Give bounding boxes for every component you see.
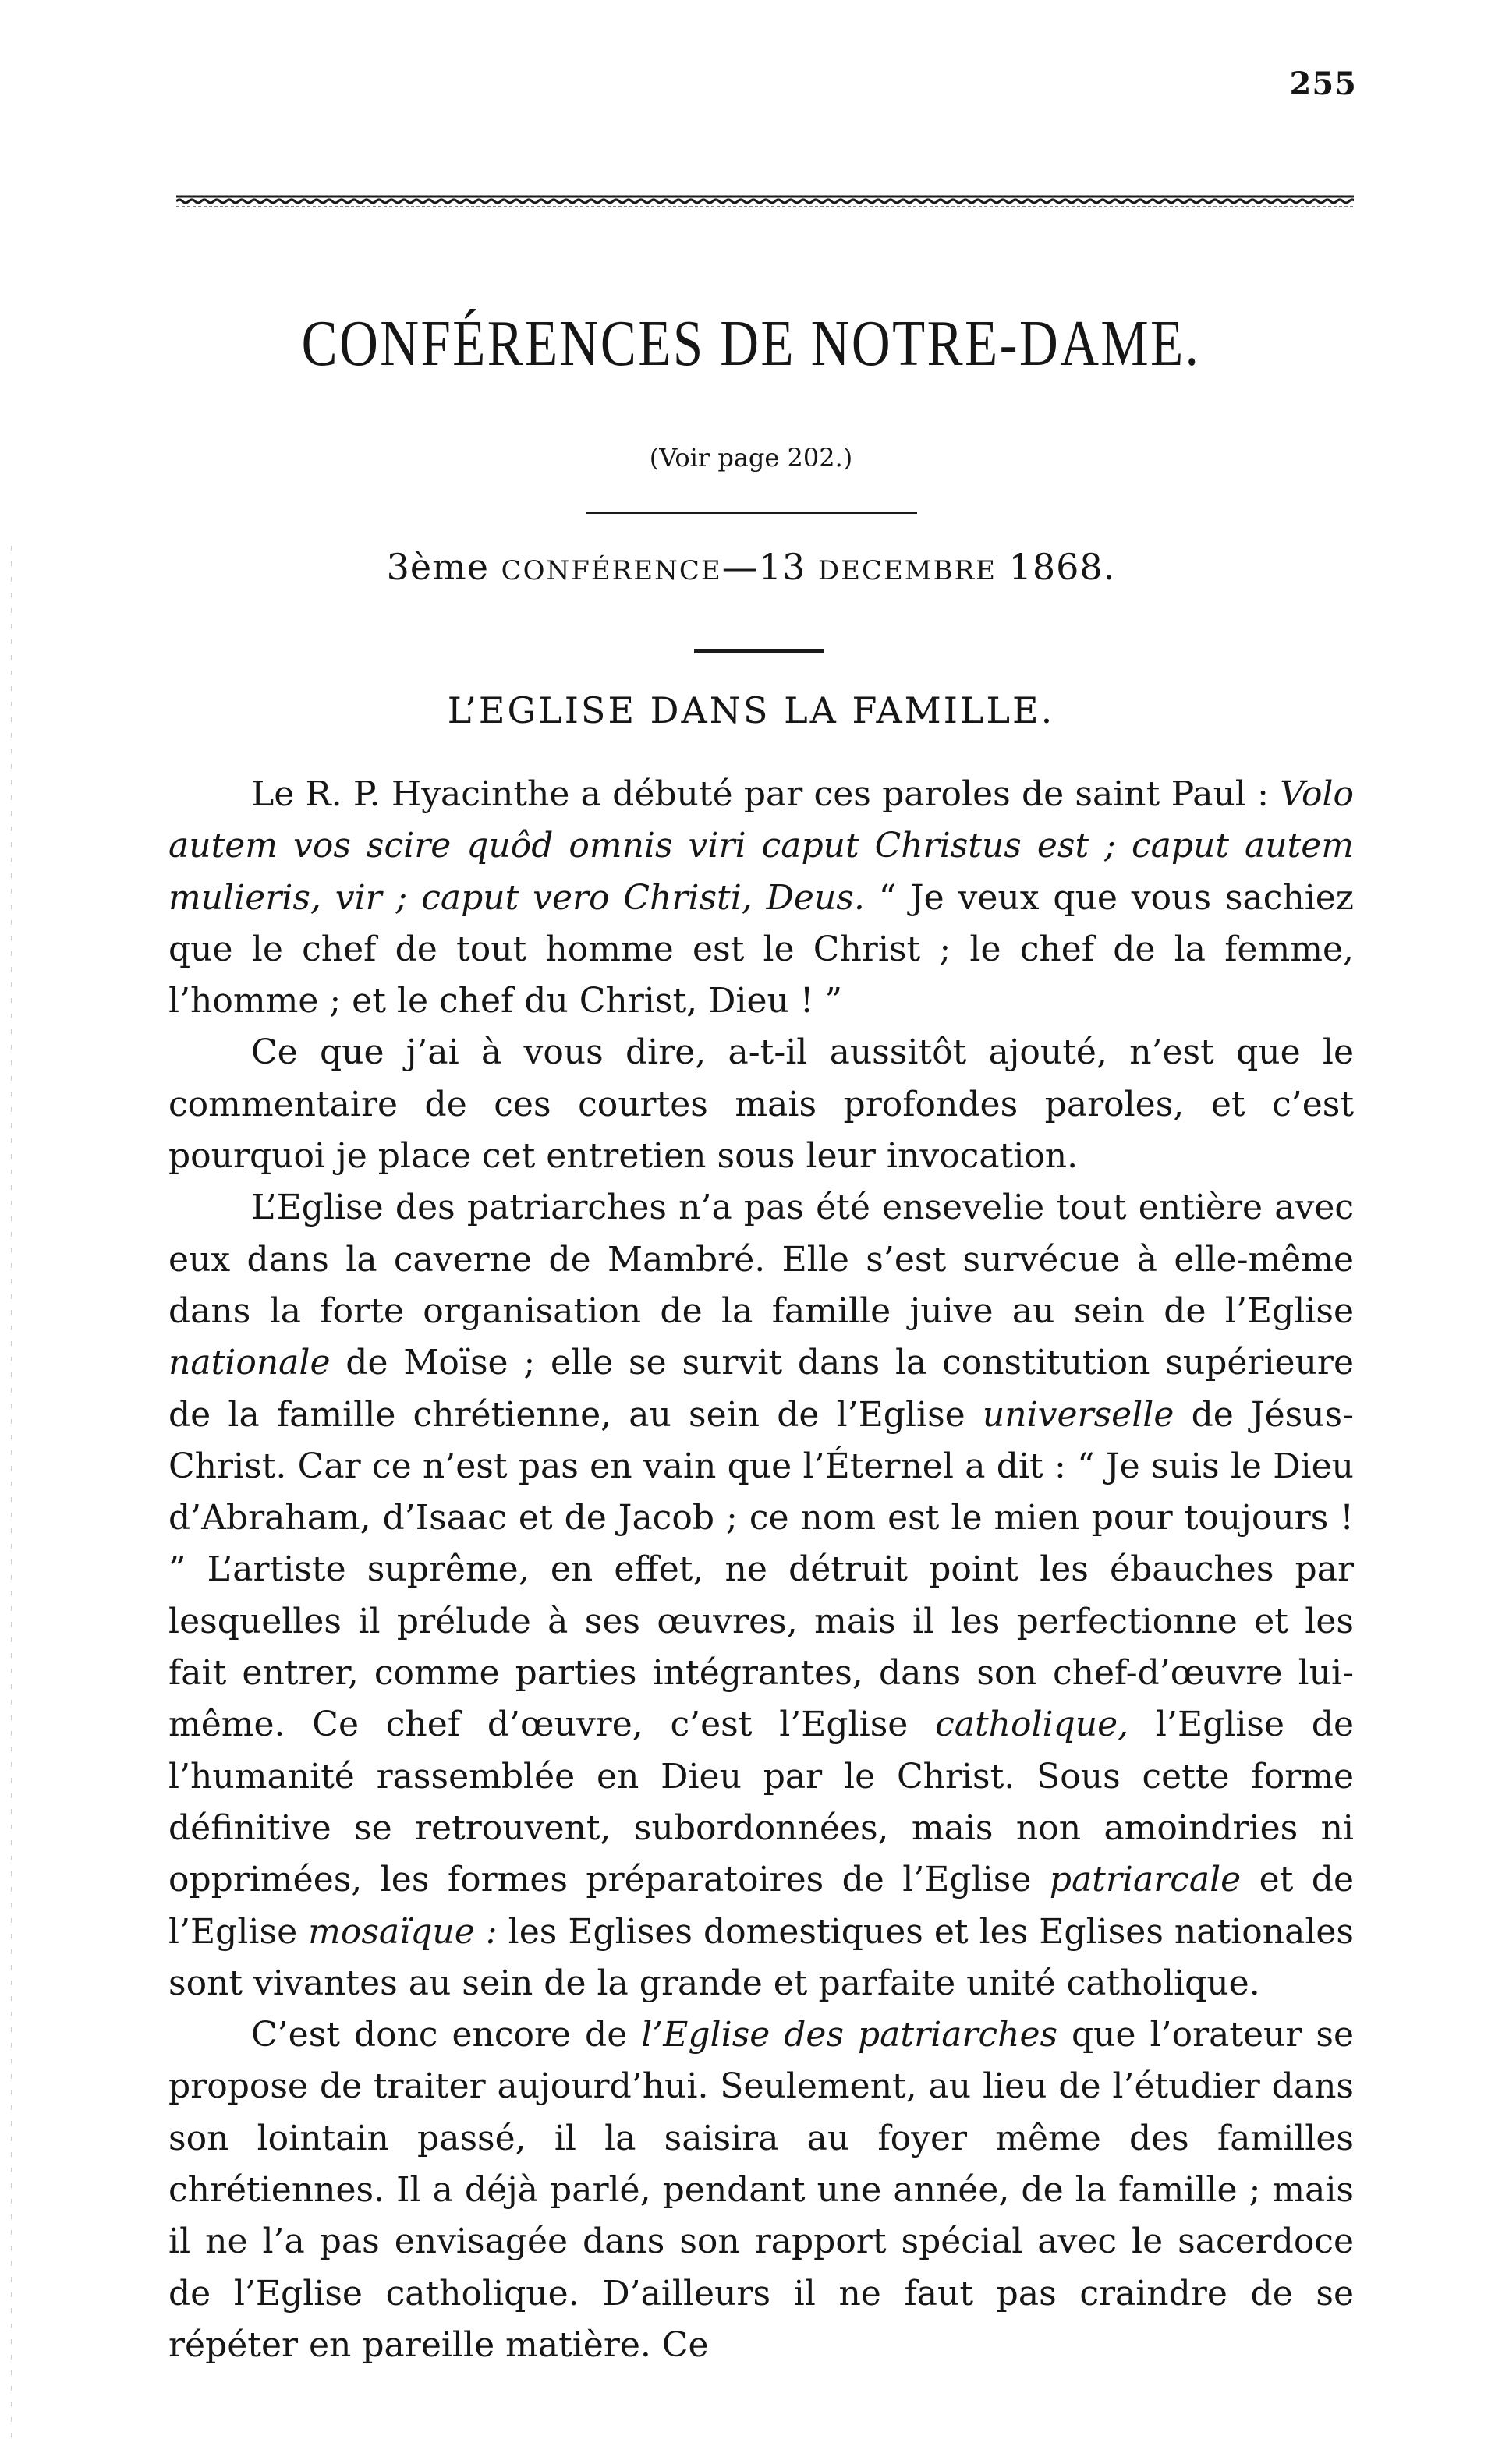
emphasis: l’Eglise des patriarches [641, 2015, 1058, 2055]
paragraph-text: de Moïse ; elle se survit dans la constitution supérieure de la famille chrétienne, au sein de l’Eglise [168, 1343, 1354, 1435]
emphasis: mosaïque : [308, 1911, 498, 1952]
paragraph-text: les Eglises domestiques et les Eglises nationales sont vivantes au sein de la grande et parfaite unité catholique. [168, 1911, 1355, 2003]
paragraph: Ce que j’ai à vous dire, a-t-il aussitôt ajouté, n’est que le commentaire de ces courtes mais profondes paroles, et c’est pourquoi je place cet entretien sous leur invocation. [168, 1032, 1354, 1177]
divider-rule [586, 512, 917, 514]
page-reference: (Voir page 202.) [649, 443, 853, 473]
latin-quote: Volo autem vos scire quôd omnis viri caput Christus est ; caput autem mulieris, vir ; caput vero Christi, Deus. [168, 774, 1354, 918]
paragraph-text: L’Eglise des patriarches n’a pas été ensevelie tout entière avec eux dans la caverne de Mambré. Elle s’est survécue à elle-même dans la forte organisation de la famille juive au sein de l’Eglise [168, 1188, 1354, 1331]
divider-rule-thick [694, 649, 824, 653]
paragraph-text: l’Eglise de l’humanité rassemblée en Dieu par le Christ. Sous cette forme définitive se retrouvent, subordonnées, mais non amoindries ni opprimées, les formes préparatoires de l’Eglise [168, 1705, 1354, 1900]
lecture-month: DECEMBRE [817, 555, 997, 586]
paragraph-intro: Le R. P. Hyacinthe a débuté par ces paroles de saint Paul : [251, 774, 1281, 814]
lecture-dash: — [721, 546, 759, 588]
section-title: L’EGLISE DANS LA FAMILLE. [447, 689, 1055, 731]
emphasis: universelle [982, 1394, 1174, 1435]
paragraph-text: que l’orateur se propose de traiter aujourd’hui. Seulement, au lieu de l’étudier dans son lointain passé, il la saisira au foyer même des familles chrétiennes. Il a déjà parlé, pendant une année, de la famille ; mais il ne l’a pas envisagée dans son rapport spécial avec le sacerdoce de l’Eglise catholique. D’ailleurs il ne faut pas craindre de se répéter en pareille matière. Ce [168, 2015, 1354, 2365]
emphasis: catholique, [935, 1705, 1129, 1745]
emphasis: patriarcale [1049, 1860, 1242, 1900]
lecture-year: 1868. [1008, 546, 1116, 588]
emphasis: nationale [168, 1343, 331, 1383]
quote-translation: “ Je veux que vous sachiez que le chef de tout homme est le Christ ; le chef de la femme, l’homme ; et le chef du Christ, Dieu ! ” [168, 877, 1354, 1021]
paragraph-text: et de l’Eglise [168, 1860, 1354, 1952]
paragraph-text: C’est donc encore de [251, 2015, 642, 2055]
page-title: CONFÉRENCES DE NOTRE-DAME. [301, 307, 1201, 380]
article-body [168, 769, 1354, 2371]
lecture-heading [0, 546, 1502, 588]
lecture-ordinal: 3ème [386, 546, 489, 588]
wavy-rule-divider [176, 192, 1354, 209]
paragraph [168, 769, 1354, 1027]
paragraph [168, 2009, 1354, 2371]
scan-edge-marks [5, 546, 19, 2448]
page-number: 255 [1289, 65, 1357, 102]
lecture-day: 13 [758, 546, 806, 588]
lecture-label: CONFÉRENCE [501, 555, 722, 586]
paragraph [168, 1182, 1354, 2009]
paragraph-text: de Jésus-Christ. Car ce n’est pas en vain que l’Éternel a dit : “ Je suis le Dieu d’Abraham, d’Isaac et de Jacob ; ce nom est le mien pour toujours ! ” L’artiste suprême, en effet, ne détruit point les ébauches par lesquelles il prélude à ses œuvres, mais il les perfectionne et les fait entrer, comme parties intégrantes, dans son chef-d’œuvre lui-même. Ce chef d’œuvre, c’est l’Eglise [168, 1394, 1354, 1745]
